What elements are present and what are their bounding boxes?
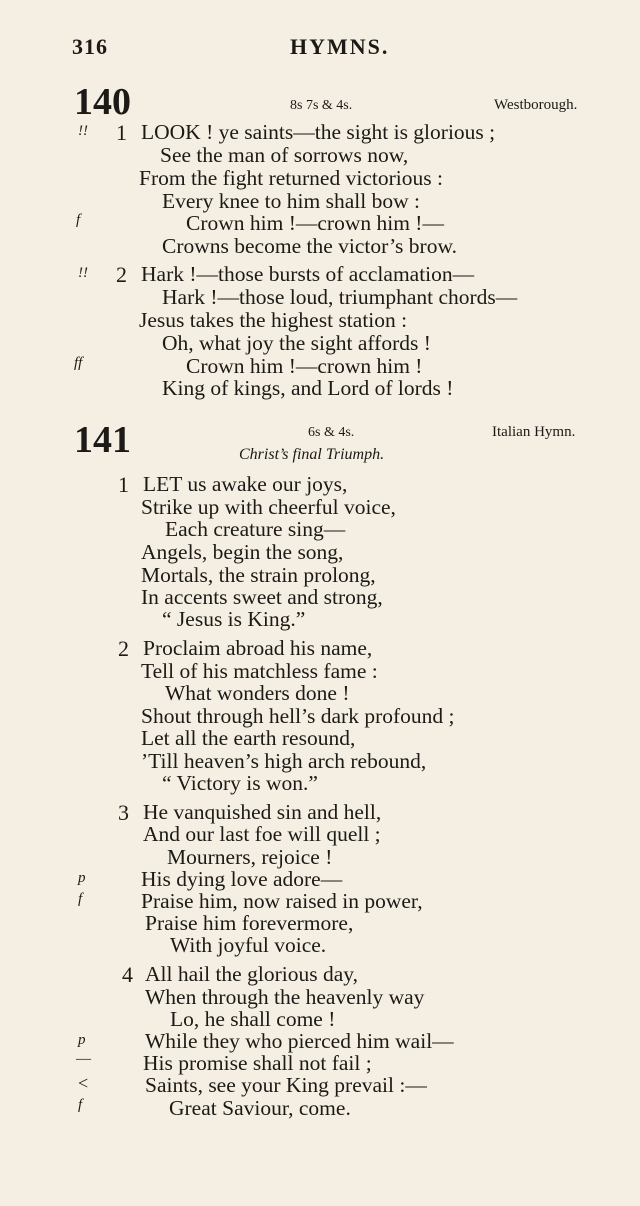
verse-line: LOOK ! ye saints—the sight is glorious ; — [141, 120, 496, 144]
verse-line: Angels, begin the song, — [141, 540, 344, 564]
verse-line: Hark !—those loud, triumphant chords— — [162, 285, 518, 309]
dynamic-mark: f — [78, 1097, 83, 1113]
verse-number: 1 — [118, 472, 129, 497]
verse-line: What wonders done ! — [165, 681, 350, 705]
verse-line: From the fight returned victorious : — [139, 166, 443, 190]
verse-line: Crown him !—crown him !— — [186, 211, 444, 235]
verse-line: His dying love adore— — [141, 867, 343, 891]
verse-line: ’Till heaven’s high arch rebound, — [141, 749, 427, 773]
verse-line: Jesus takes the highest station : — [139, 308, 408, 332]
running-title: HYMNS. — [290, 34, 390, 59]
verse-number: 1 — [116, 120, 127, 145]
dynamic-mark: p — [78, 870, 86, 886]
verse-line: Proclaim abroad his name, — [143, 636, 373, 660]
hymn-number: 141 — [74, 419, 131, 461]
verse-line: Praise him, now raised in power, — [141, 889, 423, 913]
verse-line: See the man of sorrows now, — [160, 143, 409, 167]
dynamic-mark: !! — [78, 265, 88, 281]
dynamic-mark: !! — [78, 123, 88, 139]
verse-line: Strike up with cheerful voice, — [141, 495, 396, 519]
verse-line: In accents sweet and strong, — [141, 585, 383, 609]
verse-line: Oh, what joy the sight affords ! — [162, 331, 431, 355]
verse-number: 2 — [118, 636, 129, 661]
dynamic-mark: p — [78, 1032, 86, 1048]
page-number: 316 — [72, 34, 108, 59]
verse-line: Lo, he shall come ! — [170, 1007, 336, 1031]
hymn-meter: 8s 7s & 4s. — [290, 98, 353, 113]
verse-line: Crown him !—crown him ! — [186, 354, 423, 378]
verse-line: Every knee to him shall bow : — [162, 189, 420, 213]
verse-line: Mortals, the strain prolong, — [141, 563, 376, 587]
verse-line: And our last foe will quell ; — [143, 822, 381, 846]
dynamic-mark: < — [78, 1073, 89, 1093]
verse-line: Tell of his matchless fame : — [141, 659, 378, 683]
verse-number: 3 — [118, 800, 129, 825]
hymn-subtitle: Christ’s final Triumph. — [239, 446, 385, 463]
verse-line: “ Victory is won.” — [162, 771, 318, 795]
verse-line: Crowns become the victor’s brow. — [162, 234, 457, 258]
verse-line: His promise shall not fail ; — [143, 1051, 372, 1075]
verse-line: King of kings, and Lord of lords ! — [162, 376, 454, 400]
verse-line: With joyful voice. — [170, 933, 327, 957]
verse-number: 2 — [116, 262, 127, 287]
verse-line: Praise him forevermore, — [145, 911, 354, 935]
verse-line: “ Jesus is King.” — [162, 607, 306, 631]
hymn-meter: 6s & 4s. — [308, 425, 355, 440]
dynamic-mark: — — [76, 1051, 91, 1067]
dynamic-mark: f — [76, 212, 81, 228]
verse-line: Hark !—those bursts of acclamation— — [141, 262, 475, 286]
verse-line: Each creature sing— — [165, 517, 346, 541]
tune-name: Westborough. — [494, 97, 578, 113]
verse-line: All hail the glorious day, — [145, 962, 358, 986]
hymn-number: 140 — [74, 81, 131, 123]
verse-line: Let all the earth resound, — [141, 726, 356, 750]
verse-line: Saints, see your King prevail :— — [145, 1073, 427, 1097]
verse-number: 4 — [122, 962, 133, 987]
verse-line: While they who pierced him wail— — [145, 1029, 454, 1053]
dynamic-mark: f — [78, 891, 83, 907]
verse-line: He vanquished sin and hell, — [143, 800, 382, 824]
verse-line: LET us awake our joys, — [143, 472, 348, 496]
tune-name: Italian Hymn. — [492, 424, 576, 440]
verse-line: Shout through hell’s dark profound ; — [141, 704, 455, 728]
verse-line: Great Saviour, come. — [169, 1096, 351, 1120]
verse-line: Mourners, rejoice ! — [167, 845, 333, 869]
dynamic-mark: ff — [74, 355, 83, 371]
verse-line: When through the heavenly way — [145, 985, 425, 1009]
